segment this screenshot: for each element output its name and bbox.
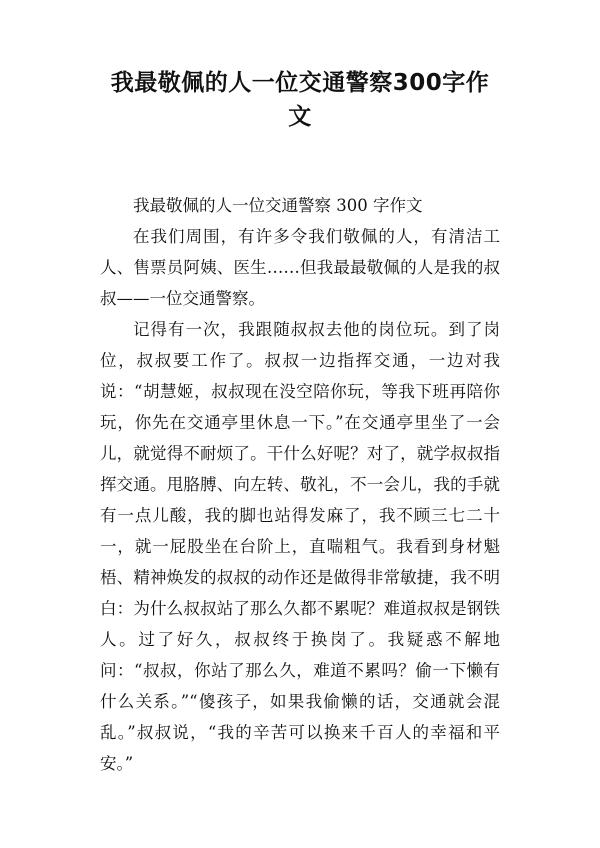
intro-paragraph: 在我们周围，有许多令我们敬佩的人，有清洁工人、售票员阿姨、医生……但我最最敬佩的人是我的叔叔——一位交通警察。 <box>100 227 500 308</box>
essay-subtitle-paragraph: 我最敬佩的人一位交通警察 300 字作文 <box>133 196 423 215</box>
document-title: 我最敬佩的人一位交通警察300字作文 <box>110 70 490 130</box>
story-paragraph: 记得有一次，我跟随叔叔去他的岗位玩。到了岗位，叔叔要工作了。叔叔一边指挥交通，一边对我说：“胡慧姬，叔叔现在没空陪你玩，等我下班再陪你玩，你先在交通亭里休息一下。”在交通亭里坐了一会儿，就觉得不耐烦了。干什么好呢？对了，就学叔叔指挥交通。甩胳膊、向左转、敬礼，不一会儿，我的手就有一点儿酸，我的脚也站得发麻了，我不顾三七二十一，就一屁股坐在台阶上，直喘粗气。我看到身材魁梧、精神焕发的叔叔的动作还是做得非常敏捷，我不明白：为什么叔叔站了那么久都不累呢？难道叔叔是钢铁人。过了好久，叔叔终于换岗了。我疑惑不解地问：“叔叔，你站了那么久，难道不累吗？偷一下懒有什么关系。”“傻孩子，如果我偷懒的话，交通就会混乱。”叔叔说，“我的辛苦可以换来千百人的幸福和平安。” <box>100 320 500 773</box>
document-body <box>100 190 500 779</box>
